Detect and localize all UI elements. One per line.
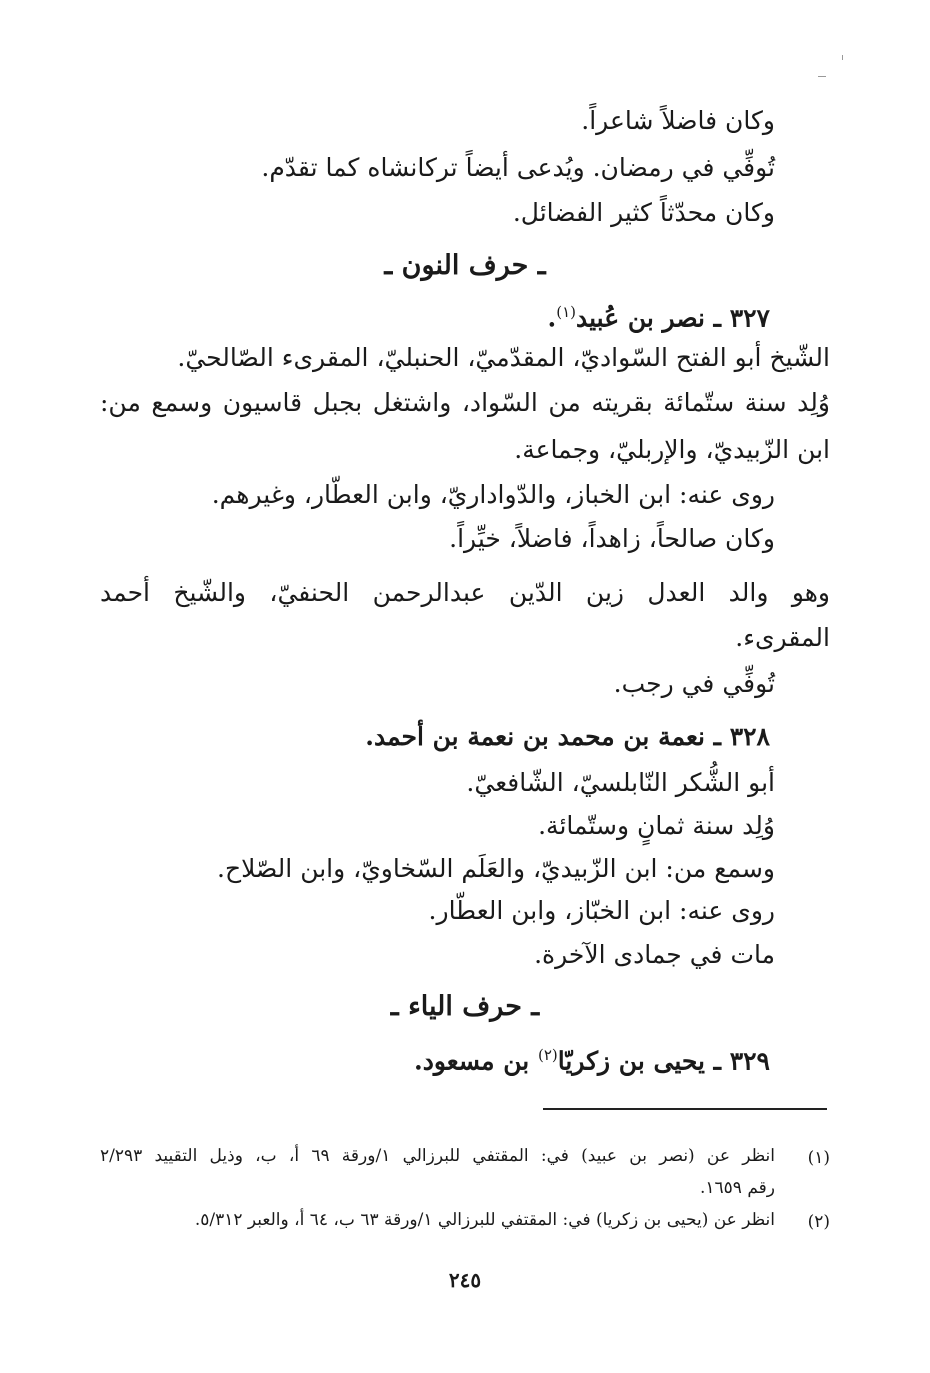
text-line: وكان صالحاً، زاهداً، فاضلاً، خيِّراً.: [449, 524, 775, 553]
footnote-divider: [543, 1108, 827, 1110]
section-heading-nun: ـ حرف النون ـ: [384, 250, 546, 281]
entry-title-end: بن مسعود.: [414, 1046, 530, 1076]
section-heading-ya: ـ حرف الياء ـ: [390, 991, 540, 1022]
text-line: وسمع من: ابن الزّبيديّ، والعَلَم السّخاويّ، وابن الصّلاح.: [217, 854, 775, 883]
text-line: أبو الشُّكر النّابلسيّ، الشّافعيّ.: [466, 768, 775, 797]
text-line: وكان محدّثاً كثير الفضائل.: [512, 198, 775, 227]
entry-title-text: ٣٢٧ ـ نصر بن عُبيد: [576, 303, 770, 333]
footnote-number: (٢): [807, 1212, 830, 1232]
text-line: روى عنه: ابن الخبّاز، وابن العطّار.: [428, 896, 775, 925]
entry-328-title: ٣٢٨ ـ نعمة بن محمد بن نعمة بن أحمد.: [365, 722, 770, 751]
footnote-marker-1: (١): [556, 303, 577, 321]
entry-title-text: ٣٢٩ ـ يحيى بن زكريّا: [557, 1046, 770, 1076]
text-line: تُوفِّي في رجب.: [613, 669, 775, 698]
footnote-line: رقم ١٦٥٩.: [700, 1178, 775, 1198]
text-line: وكان فاضلاً شاعراً.: [581, 106, 775, 135]
footnote-line: انظر عن (يحيى بن زكريا) في: المقتفي للبرزالي ١/ورقة ٦٣ ب، ٦٤ أ، والعبر ٥/٣١٢.: [194, 1210, 775, 1230]
text-line: روى عنه: ابن الخباز، والدّواداريّ، وابن العطّار، وغيرهم.: [211, 480, 775, 509]
footnote-marker-2: (٢): [537, 1046, 558, 1064]
entry-329-title: [414, 1046, 770, 1076]
footnote-number: (١): [807, 1148, 830, 1168]
entry-327-title: [547, 303, 770, 333]
entry-title-end: .: [547, 303, 557, 333]
page-number: ٢٤٥: [448, 1268, 482, 1292]
text-line: وُلِد سنة ستّمائة بقريته من السّواد، واشتغل بجبل قاسيون وسمع من:: [100, 388, 830, 417]
scan-speck: [818, 76, 826, 77]
text-line: وُلِد سنة ثمانٍ وستّمائة.: [538, 811, 775, 840]
footnote-line: انظر عن (نصر بن عبيد) في: المقتفي للبرزالي ١/ورقة ٦٩ أ، ب، وذيل التقييد ٢/٢٩٣: [100, 1146, 775, 1166]
text-line: تُوفِّي في رمضان. ويُدعى أيضاً تركانشاه كما تقدّم.: [261, 153, 775, 182]
text-line: ابن الزّبيديّ، والإربليّ، وجماعة.: [514, 435, 830, 464]
text-line: المقرىء.: [735, 623, 830, 652]
text-line: مات في جمادى الآخرة.: [534, 940, 775, 969]
scan-speck: [842, 55, 843, 60]
text-line: وهو والد العدل زين الدّين عبدالرحمن الحنفيّ، والشّيخ أحمد: [100, 578, 830, 607]
text-line: الشّيخ أبو الفتح السّواديّ، المقدّميّ، الحنبليّ، المقرىء الصّالحيّ.: [177, 343, 830, 372]
